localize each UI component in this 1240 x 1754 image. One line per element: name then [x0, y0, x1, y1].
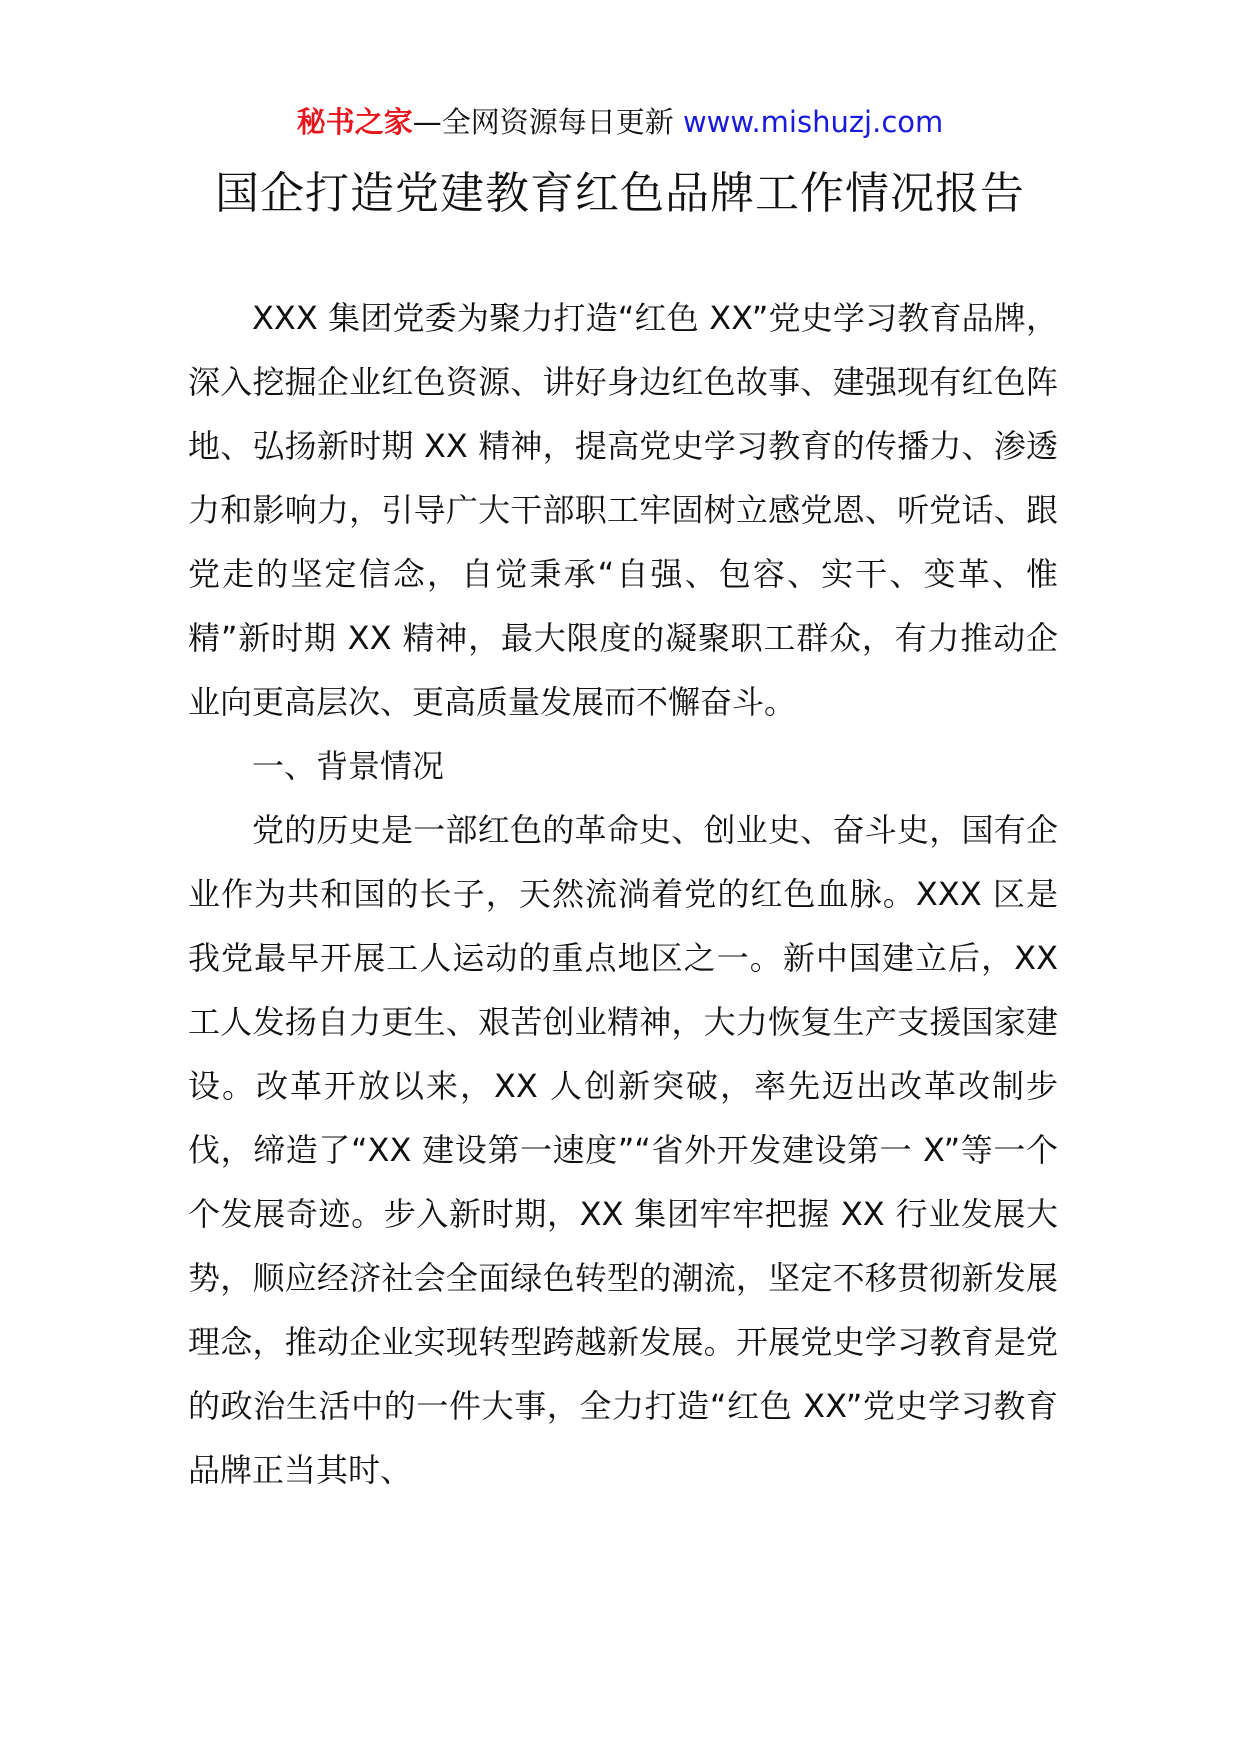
- section-heading-background: 一、背景情况: [252, 747, 445, 785]
- document-body: [188, 286, 1058, 1502]
- background-paragraph: 党的历史是一部红色的革命史、创业史、奋斗史，国有企业作为共和国的长子，天然流淌着党的红色血脉。XXX 区是我党最早开展工人运动的重点地区之一。新中国建立后，XX 工人发扬自力更生、艰苦创业精神，大力恢复生产支援国家建设。改革开放以来，XX 人创新突破，率先迈出改革改制步伐，缔造了“XX 建设第一速度”“省外开发建设第一 X”等一个个发展奇迹。步入新时期，XX 集团牢牢把握 XX 行业发展大势，顺应经济社会全面绿色转型的潮流，坚定不移贯彻新发展理念，推动企业实现转型跨越新发展。开展党史学习教育是党的政治生活中的一件大事，全力打造“红色 XX”党史学习教育品牌正当其时、: [188, 811, 1058, 1489]
- site-url-link[interactable]: www.mishuzj.com: [682, 105, 944, 139]
- intro-paragraph: XXX 集团党委为聚力打造“红色 XX”党史学习教育品牌，深入挖掘企业红色资源、讲好身边红色故事、建强现有红色阵地、弘扬新时期 XX 精神，提高党史学习教育的传播力、渗透力和影响力，引导广大干部职工牢固树立感党恩、听党话、跟党走的坚定信念，自觉秉承“自强、包容、实干、变革、惟精”新时期 XX 精神，最大限度的凝聚职工群众，有力推动企业向更高层次、更高质量发展而不懈奋斗。: [188, 299, 1058, 721]
- site-header-banner: [0, 100, 1240, 144]
- site-slogan: —全网资源每日更新: [412, 105, 674, 139]
- document-title: 国企打造党建教育红色品牌工作情况报告: [215, 168, 1025, 219]
- brand-name: 秘书之家: [296, 105, 413, 139]
